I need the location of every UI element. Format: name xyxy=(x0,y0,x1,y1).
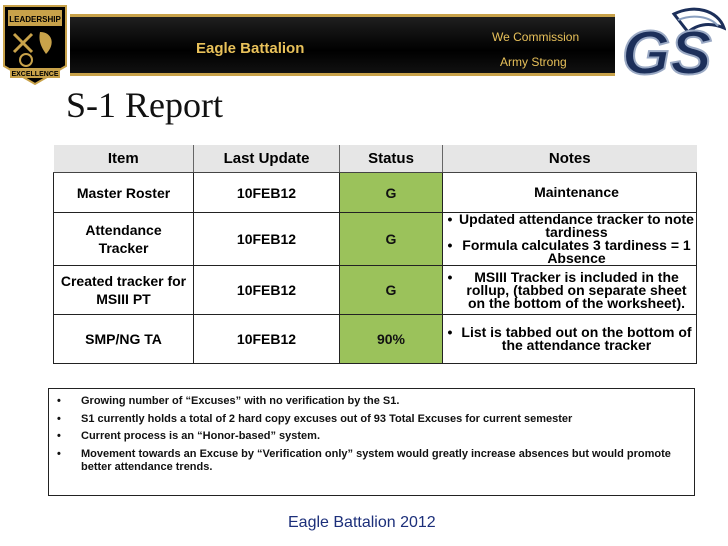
badge-bottom-text: EXCELLENCE xyxy=(11,71,59,78)
header-status: Status xyxy=(340,145,443,173)
bullet-list xyxy=(48,388,695,496)
row-notes xyxy=(443,315,697,364)
note-line: • MSIII Tracker is included in the rollup, (tabbed on separate sheet on the bottom of the worksheet). xyxy=(447,268,687,311)
page-title: S-1 Report xyxy=(66,85,223,125)
status-table xyxy=(53,145,697,364)
note-line: • Updated attendance tracker to note tardiness xyxy=(447,211,694,240)
table-row xyxy=(54,213,697,266)
footer-text: Eagle Battalion 2012 xyxy=(288,514,436,531)
table-row xyxy=(54,315,697,364)
row-last-update: 10FEB12 xyxy=(194,213,340,266)
note-line: • Formula calculates 3 tardiness = 1 Absence xyxy=(447,237,691,266)
motto-line-2: Army Strong xyxy=(500,55,567,69)
list-item: • Growing number of “Excuses” with no verification by the S1. xyxy=(57,395,400,407)
note-line: Maintenance xyxy=(534,184,619,200)
row-notes xyxy=(443,213,697,266)
row-status: G xyxy=(340,173,443,213)
band-title: Eagle Battalion xyxy=(196,40,305,57)
row-last-update: 10FEB12 xyxy=(194,266,340,315)
row-last-update: 10FEB12 xyxy=(194,173,340,213)
row-item: SMP/NG TA xyxy=(54,315,194,364)
row-notes xyxy=(443,173,697,213)
row-item: Created tracker for MSIII PT xyxy=(54,266,194,315)
table-row xyxy=(54,266,697,315)
note-line: • List is tabbed out on the bottom of the attendance tracker xyxy=(447,324,692,353)
row-status: G xyxy=(340,266,443,315)
badge-top-text: LEADERSHIP xyxy=(9,15,61,24)
motto-line-1: We Commission xyxy=(492,30,580,44)
list-item: • S1 currently holds a total of 2 hard copy excuses out of 93 Total Excuses for current semester xyxy=(57,412,573,425)
leadership-excellence-badge xyxy=(2,4,68,86)
row-last-update: 10FEB12 xyxy=(194,315,340,364)
header-last-update: Last Update xyxy=(194,145,340,173)
list-item: • Movement towards an Excuse by “Verification only” system would greatly increase absences but would promote better attendance trends. xyxy=(57,447,671,473)
row-notes xyxy=(443,266,697,315)
row-item: Attendance Tracker xyxy=(54,213,194,266)
list-item: • Current process is an “Honor-based” system. xyxy=(57,430,321,442)
row-status: 90% xyxy=(340,315,443,364)
row-item: Master Roster xyxy=(54,173,194,213)
table-row xyxy=(54,173,697,213)
row-status: G xyxy=(340,213,443,266)
gs-eagle-logo xyxy=(614,4,726,88)
header-notes: Notes xyxy=(443,145,697,173)
gs-logo-text: GS xyxy=(622,19,712,88)
header-item: Item xyxy=(54,145,194,173)
table-header-row xyxy=(54,145,697,173)
